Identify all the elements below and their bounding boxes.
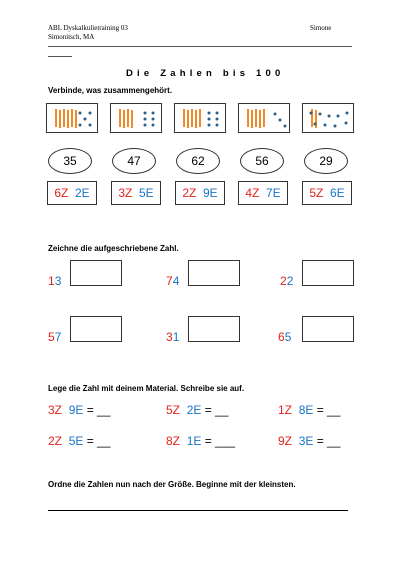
tens-stick <box>263 109 265 127</box>
tens-part: 8Z <box>166 434 181 448</box>
answer-blank[interactable]: = __ <box>313 434 341 448</box>
tens-stick <box>247 109 249 127</box>
ones-dot <box>208 112 211 115</box>
ones-digit: 2 <box>286 274 294 288</box>
draw-box-2[interactable] <box>188 260 240 286</box>
answer-blank[interactable]: = __ <box>201 403 229 417</box>
ones-dot <box>279 119 282 122</box>
ones-dot <box>208 124 211 127</box>
draw-box-6[interactable] <box>302 316 354 342</box>
ones-dot <box>284 125 287 128</box>
tens-stick <box>59 110 61 128</box>
number-ellipse-1: 35 <box>48 148 92 174</box>
tens-digit: 5 <box>48 330 55 344</box>
tens-stick <box>71 109 73 127</box>
ones-dot <box>216 112 219 115</box>
tens-label: 2Z <box>182 186 197 200</box>
ones-dot <box>310 112 313 115</box>
ones-dot <box>89 124 92 127</box>
instruction-lay-out: Lege die Zahl mit deinem Material. Schreibe sie auf. <box>48 384 245 393</box>
draw-number-6 <box>278 330 291 344</box>
ones-digit: 3 <box>54 274 62 288</box>
material-box-4 <box>238 103 290 133</box>
answer-line[interactable] <box>48 510 348 511</box>
ones-dot <box>144 124 147 127</box>
ones-part: 2E <box>186 403 202 417</box>
place-value-box-5 <box>302 181 352 205</box>
equation-1 <box>48 403 110 417</box>
place-value-box-2 <box>111 181 161 205</box>
tens-stick <box>259 110 261 128</box>
ones-digit: 7 <box>54 330 62 344</box>
tens-stick <box>131 110 133 128</box>
ones-part: 1E <box>186 434 202 448</box>
draw-box-4[interactable] <box>70 316 122 342</box>
material-drawing-5 <box>303 104 355 134</box>
ones-digit: 5 <box>284 330 292 344</box>
instruction-draw: Zeichne die aufgeschriebene Zahl. <box>48 244 179 253</box>
tens-part: 5Z <box>166 403 181 417</box>
page-title: Die Zahlen bis 100 <box>126 68 285 79</box>
ones-label: 9E <box>203 186 218 200</box>
tens-stick <box>187 110 189 128</box>
tens-digit: 7 <box>166 274 173 288</box>
material-box-3 <box>174 103 226 133</box>
number-ellipse-5: 29 <box>304 148 348 174</box>
tens-label: 3Z <box>118 186 133 200</box>
draw-number-5 <box>166 330 179 344</box>
draw-number-2 <box>166 274 179 288</box>
material-box-2 <box>110 103 162 133</box>
ones-dot <box>328 115 331 118</box>
draw-box-5[interactable] <box>188 316 240 342</box>
ones-label: 6E <box>330 186 345 200</box>
tens-stick <box>251 110 253 128</box>
answer-blank[interactable]: = __ <box>313 403 341 417</box>
tens-stick <box>63 109 65 127</box>
ones-dot <box>208 118 211 121</box>
place-value-box-1 <box>47 181 97 205</box>
number-ellipse-4: 56 <box>240 148 284 174</box>
header-rule-short <box>48 56 72 57</box>
ones-dot <box>89 112 92 115</box>
ones-label: 2E <box>75 186 90 200</box>
answer-blank[interactable]: = __ <box>83 434 111 448</box>
tens-label: 4Z <box>245 186 260 200</box>
equation-2 <box>166 403 228 417</box>
place-value-box-3 <box>175 181 225 205</box>
equation-6 <box>278 434 340 448</box>
instruction-order: Ordne die Zahlen nun nach der Größe. Beginne mit der kleinsten. <box>48 480 296 489</box>
number-ellipse-3: 62 <box>176 148 220 174</box>
ones-dot <box>274 113 277 116</box>
equation-3 <box>278 403 340 417</box>
tens-stick <box>55 109 57 127</box>
draw-number-1 <box>48 274 61 288</box>
ones-dot <box>152 118 155 121</box>
answer-blank[interactable]: = __ <box>83 403 111 417</box>
ones-part: 9E <box>68 403 84 417</box>
number-ellipse-2: 47 <box>112 148 156 174</box>
instruction-connect: Verbinde, was zusammengehört. <box>48 86 173 95</box>
tens-part: 3Z <box>48 403 63 417</box>
tens-label: 5Z <box>309 186 324 200</box>
ones-dot <box>314 123 317 126</box>
ones-dot <box>337 115 340 118</box>
header-left <box>48 24 128 42</box>
material-drawing-1 <box>47 104 99 134</box>
header-rule <box>48 46 352 47</box>
tens-stick <box>123 110 125 128</box>
tens-part: 9Z <box>278 434 293 448</box>
ones-dot <box>216 124 219 127</box>
material-box-1 <box>46 103 98 133</box>
equation-5 <box>166 434 235 448</box>
ones-part: 5E <box>68 434 84 448</box>
header-author: Simonitsch, MA <box>48 33 95 41</box>
tens-stick <box>199 109 201 127</box>
tens-stick <box>67 110 69 128</box>
ones-dot <box>84 118 87 121</box>
ones-dot <box>144 112 147 115</box>
tens-digit: 6 <box>278 330 285 344</box>
tens-stick <box>75 110 77 128</box>
ones-dot <box>79 112 82 115</box>
draw-number-3 <box>280 274 293 288</box>
tens-stick <box>191 109 193 127</box>
header-course: ABL Dyskalkulietraining 03 <box>48 24 128 32</box>
material-box-5 <box>302 103 354 133</box>
ones-part: 3E <box>298 434 314 448</box>
tens-label: 6Z <box>54 186 69 200</box>
ones-dot <box>324 124 327 127</box>
tens-stick <box>119 109 121 127</box>
ones-label: 5E <box>139 186 154 200</box>
material-drawing-3 <box>175 104 227 134</box>
answer-blank[interactable]: = ___ <box>201 434 236 448</box>
draw-number-4 <box>48 330 61 344</box>
ones-dot <box>152 112 155 115</box>
tens-part: 2Z <box>48 434 63 448</box>
draw-box-1[interactable] <box>70 260 122 286</box>
equation-4 <box>48 434 110 448</box>
tens-stick <box>127 109 129 127</box>
tens-digit: 1 <box>48 274 55 288</box>
ones-dot <box>319 113 322 116</box>
ones-dot <box>216 118 219 121</box>
tens-part: 1Z <box>278 403 293 417</box>
tens-digit: 3 <box>166 330 173 344</box>
ones-dot <box>144 118 147 121</box>
ones-dot <box>346 112 349 115</box>
tens-digit: 2 <box>280 274 287 288</box>
draw-box-3[interactable] <box>302 260 354 286</box>
ones-dot <box>79 124 82 127</box>
tens-stick <box>183 109 185 127</box>
ones-dot <box>345 122 348 125</box>
ones-dot <box>152 124 155 127</box>
ones-dot <box>334 125 337 128</box>
ones-label: 7E <box>266 186 281 200</box>
ones-digit: 1 <box>172 330 180 344</box>
place-value-box-4 <box>238 181 288 205</box>
ones-digit: 4 <box>172 274 180 288</box>
tens-stick <box>195 110 197 128</box>
header-student: Simone <box>310 24 332 32</box>
tens-stick <box>255 109 257 127</box>
material-drawing-2 <box>111 104 163 134</box>
ones-part: 8E <box>298 403 314 417</box>
material-drawing-4 <box>239 104 291 134</box>
